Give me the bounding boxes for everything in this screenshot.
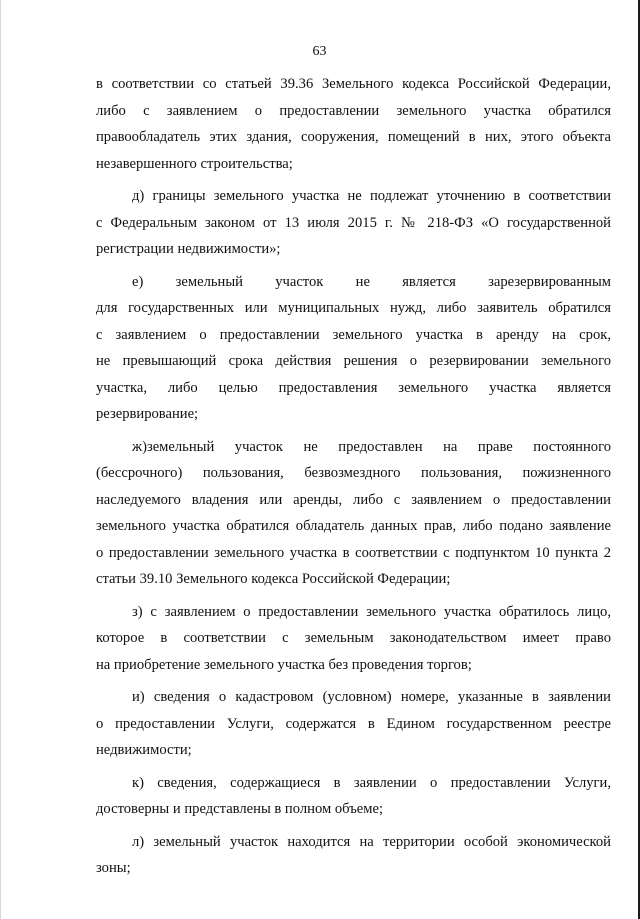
text-line: к) сведения, содержащиеся в заявлении о предоставлении Услуги, bbox=[132, 774, 611, 791]
text-line: о предоставлении земельного участка в соответствии с подпунктом 10 пункта 2 bbox=[96, 544, 611, 561]
text-line: и) сведения о кадастровом (условном) номере, указанные в заявлении bbox=[132, 689, 611, 705]
text-line: на приобретение земельного участка без проведения торгов; bbox=[96, 656, 472, 673]
paragraph bbox=[96, 269, 611, 428]
text-line: незавершенного строительства; bbox=[96, 155, 293, 172]
text-line: не превышающий срока действия решения о резервировании земельного bbox=[96, 353, 611, 369]
document-body bbox=[96, 71, 611, 888]
text-line: статьи 39.10 Земельного кодекса Российской Федерации; bbox=[96, 571, 451, 587]
paragraph bbox=[96, 770, 611, 823]
paragraph bbox=[96, 684, 611, 764]
text-line: д) границы земельного участка не подлежат уточнению в соответствии bbox=[132, 188, 611, 204]
text-line: регистрации недвижимости»; bbox=[96, 241, 281, 257]
text-line: зоны; bbox=[96, 860, 131, 876]
text-line: для государственных или муниципальных нужд, либо заявитель обратился bbox=[96, 300, 611, 316]
text-line: л) земельный участок находится на территории особой экономической bbox=[132, 833, 611, 850]
paragraph bbox=[96, 71, 611, 177]
text-line: земельного участка обратился обладатель данных прав, либо подано заявление bbox=[96, 518, 611, 534]
text-line: ж)земельный участок не предоставлен на праве постоянного bbox=[132, 438, 611, 455]
paragraph bbox=[96, 599, 611, 679]
text-line: с Федеральным законом от 13 июля 2015 г. № 218-ФЗ «О государственной bbox=[96, 214, 611, 231]
text-line: правообладатель этих здания, сооружения, помещений в них, этого объекта bbox=[96, 129, 611, 145]
paragraph bbox=[96, 829, 611, 882]
text-line: е) земельный участок не является зарезервированным bbox=[132, 273, 611, 290]
text-line: (бессрочного) пользования, безвозмездного пользования, пожизненного bbox=[96, 465, 611, 481]
page-number: 63 bbox=[312, 44, 327, 59]
text-line: в соответствии со статьей 39.36 Земельного кодекса Российской Федерации, bbox=[96, 76, 611, 92]
text-line: либо с заявлением о предоставлении земельного участка обратился bbox=[96, 102, 611, 119]
text-line: резервирование; bbox=[96, 406, 199, 422]
text-line: наследуемого владения или аренды, либо с заявлением о предоставлении bbox=[96, 491, 611, 508]
text-line: з) с заявлением о предоставлении земельного участка обратилось лицо, bbox=[132, 603, 611, 620]
text-line: которое в соответствии с земельным законодательством имеет право bbox=[96, 630, 611, 646]
text-line: недвижимости; bbox=[96, 742, 192, 758]
paragraph bbox=[96, 434, 611, 593]
text-line: достоверны и представлены в полном объеме; bbox=[96, 801, 383, 817]
text-line: с заявлением о предоставлении земельного участка в аренду на срок, bbox=[96, 326, 611, 343]
paragraph bbox=[96, 183, 611, 263]
text-line: участка, либо целью предоставления земельного участка является bbox=[96, 379, 611, 396]
text-line: о предоставлении Услуги, содержатся в Едином государственном реестре bbox=[96, 715, 611, 732]
